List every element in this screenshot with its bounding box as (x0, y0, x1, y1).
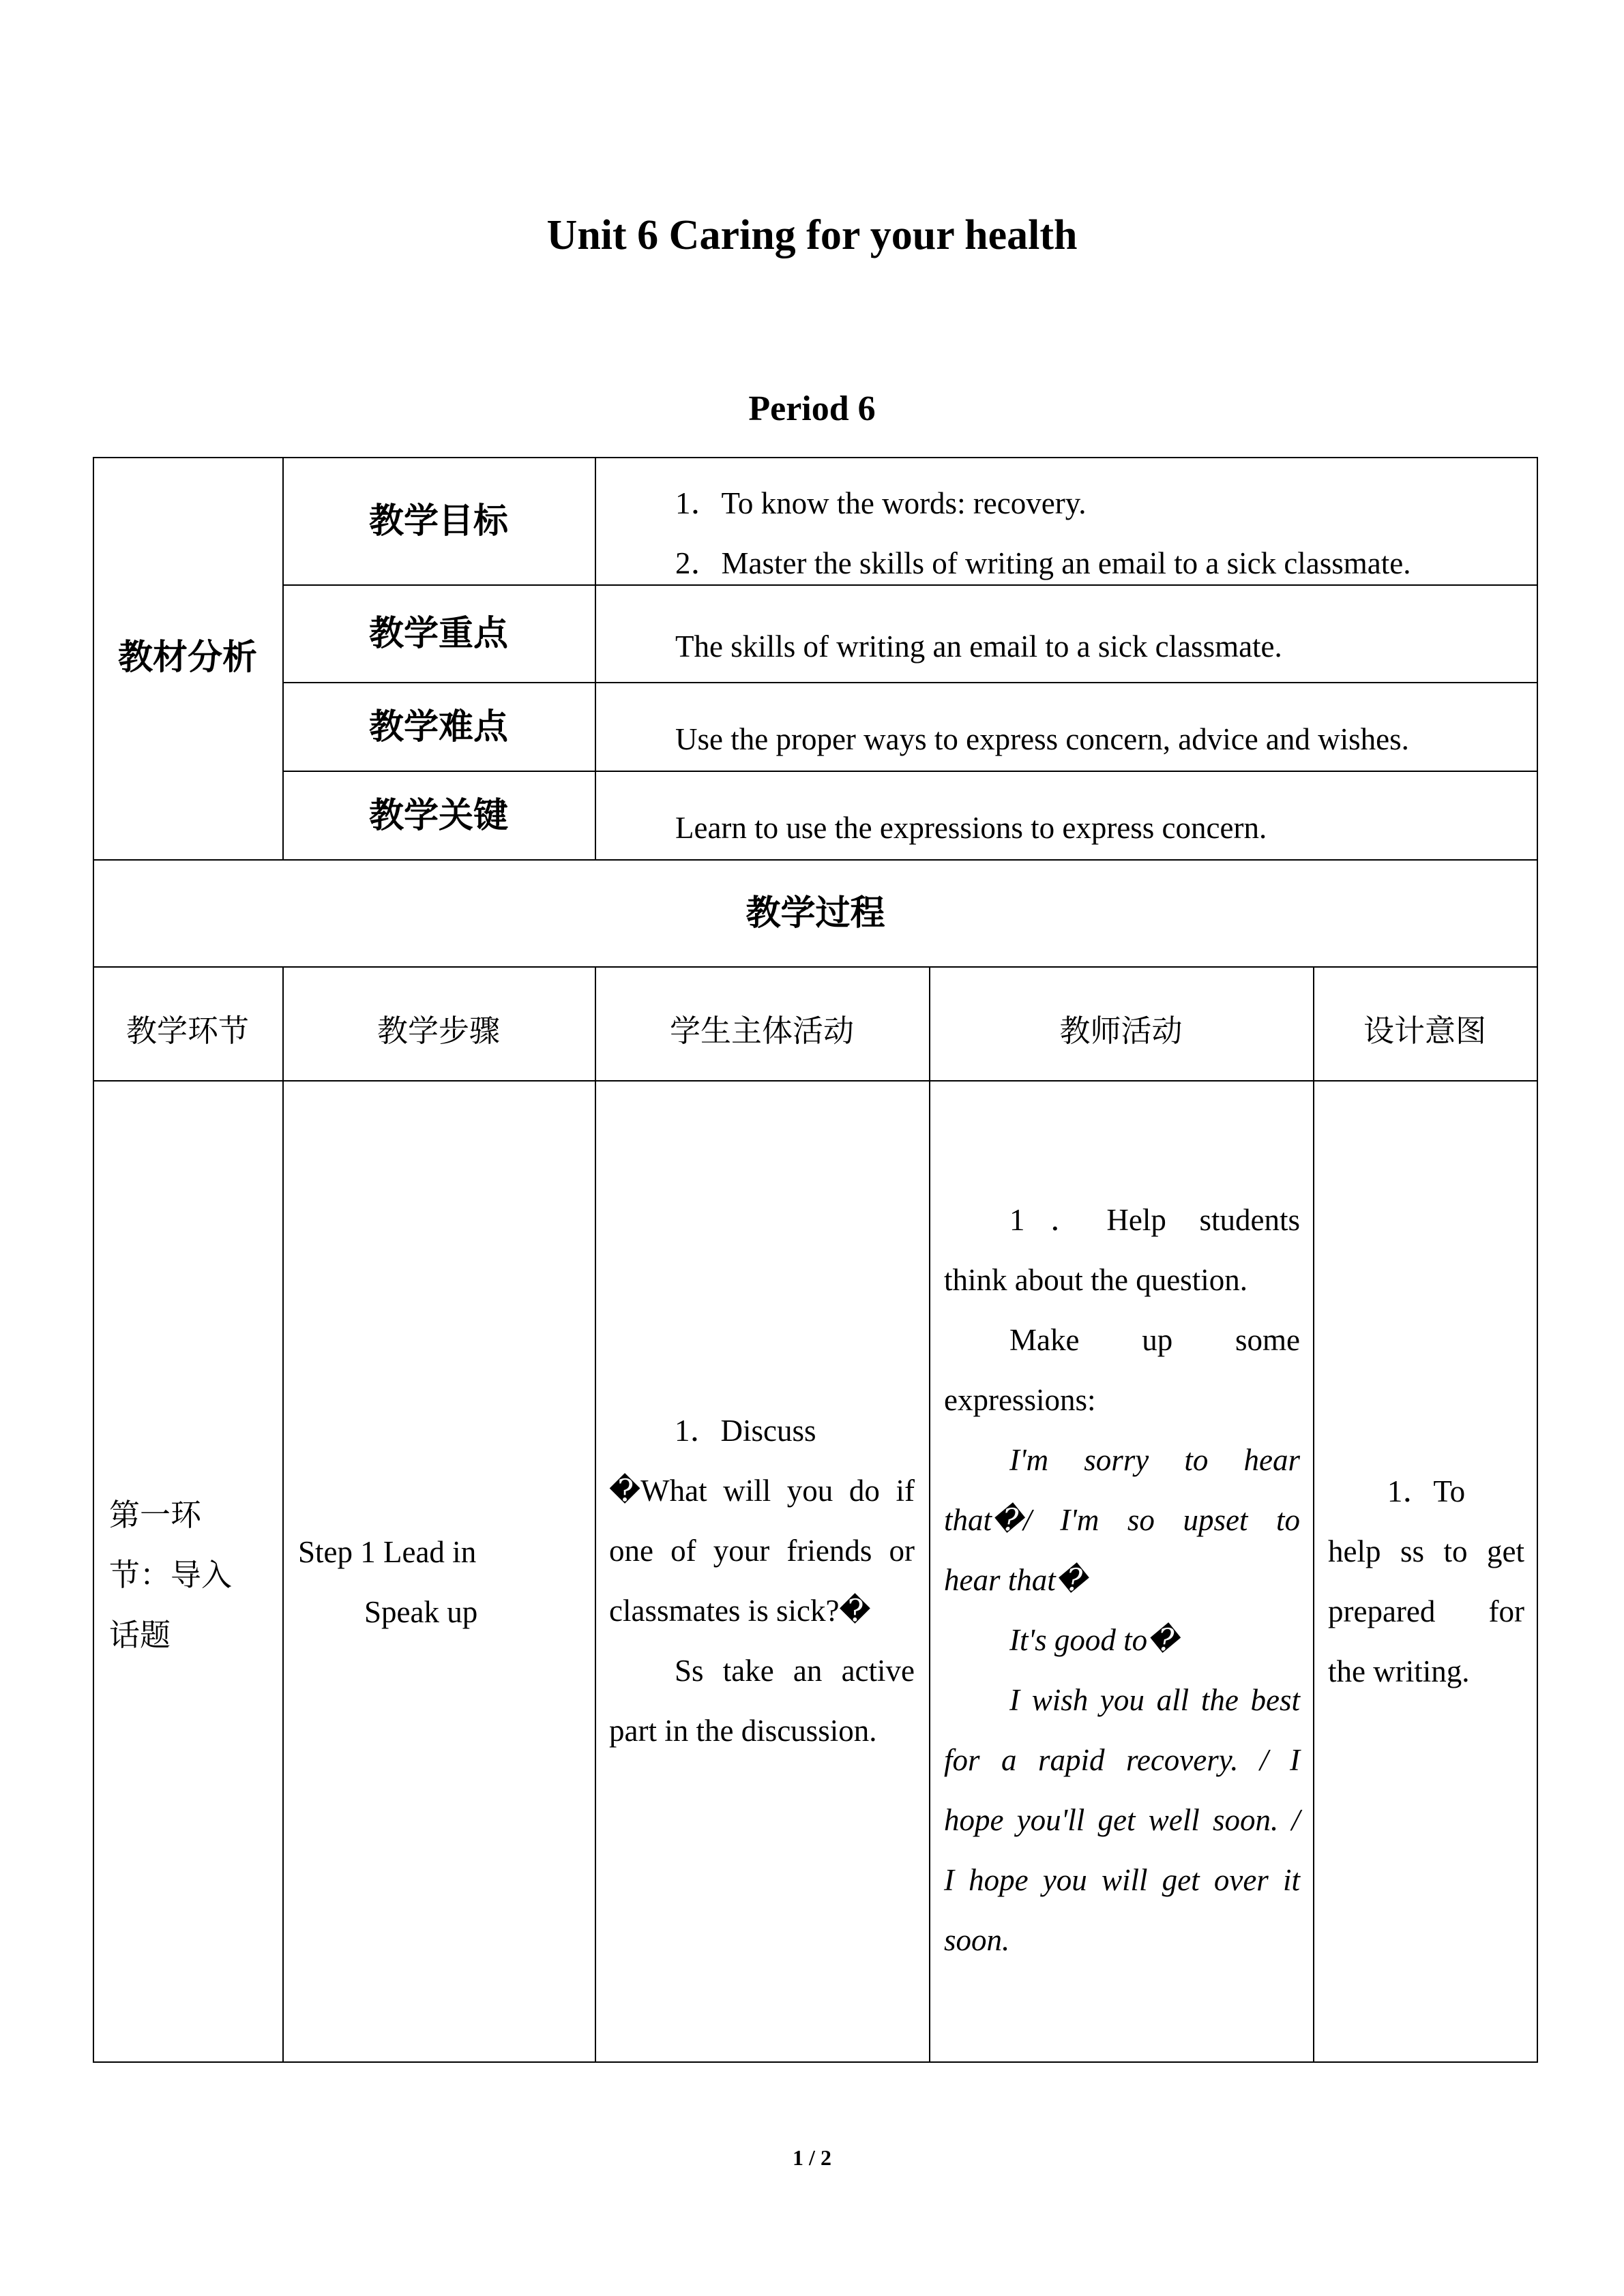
student-line: classmates is sick?� (609, 1594, 871, 1628)
stage-line: 节：导入 (109, 1557, 233, 1593)
teacher-line: think about the question. (944, 1263, 1247, 1297)
table-border (282, 682, 1538, 683)
teacher-line: I hope you will get over it (944, 1863, 1300, 1897)
table-border (1537, 457, 1538, 859)
column-header: 教师活动 (1059, 1013, 1183, 1049)
table-border (93, 966, 1538, 968)
purpose-line: the writing. (1328, 1654, 1470, 1688)
stage-line: 话题 (109, 1617, 171, 1653)
design-purpose-cell (1328, 1461, 1524, 1701)
table-border (282, 966, 284, 2063)
page-number: 1 / 2 (793, 2145, 831, 2170)
student-line: Ss take an active (675, 1654, 915, 1688)
table-border (93, 2061, 1538, 2063)
teacher-line: I wish you all the best (1009, 1683, 1300, 1717)
table-border (1537, 859, 1538, 2063)
objective-line: 2．Master the skills of writing an email to a sick classmate. (675, 546, 1411, 580)
teacher-line: soon. (944, 1923, 1010, 1957)
objective-label: 教学目标 (368, 501, 508, 541)
key-point-content: The skills of writing an email to a sick classmate. (675, 629, 1282, 664)
column-header: 学生主体活动 (669, 1013, 854, 1049)
teacher-activity-cell (944, 1190, 1300, 1970)
purpose-line: help ss to get (1328, 1534, 1524, 1568)
student-line: 1．Discuss (675, 1414, 816, 1448)
table-border (595, 966, 596, 2063)
document-title: Unit 6 Caring for your health (546, 212, 1078, 258)
column-header: 教学环节 (126, 1013, 249, 1049)
objective-line: 1．To know the words: recovery. (675, 486, 1087, 520)
table-border (282, 771, 1538, 772)
period-title: Period 6 (748, 389, 876, 428)
teacher-line: It's good to� (1009, 1623, 1179, 1657)
teacher-line: Make up some (1009, 1323, 1300, 1357)
teacher-line: 1．Help students (1009, 1203, 1300, 1237)
analysis-section-label: 教材分析 (117, 638, 257, 678)
teacher-line: expressions: (944, 1383, 1096, 1417)
table-border (93, 1080, 1538, 1082)
column-header: 教学步骤 (377, 1013, 500, 1049)
difficulty-label: 教学难点 (368, 707, 508, 747)
step-line: Step 1 Lead in (298, 1535, 477, 1569)
student-line: one of your friends or (609, 1534, 915, 1568)
key-skill-content: Learn to use the expressions to express concern. (675, 811, 1267, 845)
table-border (93, 859, 1538, 861)
key-skill-label: 教学关键 (368, 796, 508, 836)
step-line: Speak up (364, 1595, 478, 1629)
table-border (93, 457, 1538, 458)
teacher-line: I'm sorry to hear (1009, 1443, 1300, 1477)
student-line: part in the discussion. (609, 1714, 877, 1748)
key-point-label: 教学重点 (368, 614, 508, 654)
table-border (929, 966, 930, 2063)
student-activity-cell (609, 1401, 915, 1761)
student-line: �What will you do if (609, 1474, 915, 1508)
purpose-line: prepared for (1328, 1594, 1524, 1628)
table-border (595, 457, 596, 859)
purpose-line: 1．To (1387, 1474, 1466, 1508)
teacher-line: for a rapid recovery. / I (944, 1743, 1300, 1777)
objective-content (675, 473, 1535, 593)
teacher-line: hear that� (944, 1563, 1087, 1597)
table-border (1313, 966, 1314, 2063)
step-cell (298, 1522, 585, 1642)
teacher-line: that�/ I'm so upset to (944, 1503, 1300, 1537)
teacher-line: hope you'll get well soon. / (944, 1803, 1300, 1837)
process-heading: 教学过程 (745, 893, 885, 934)
difficulty-content: Use the proper ways to express concern, advice and wishes. (675, 722, 1409, 756)
stage-line: 第一环 (109, 1497, 202, 1533)
column-header: 设计意图 (1363, 1013, 1486, 1049)
stage-cell (109, 1485, 273, 1665)
